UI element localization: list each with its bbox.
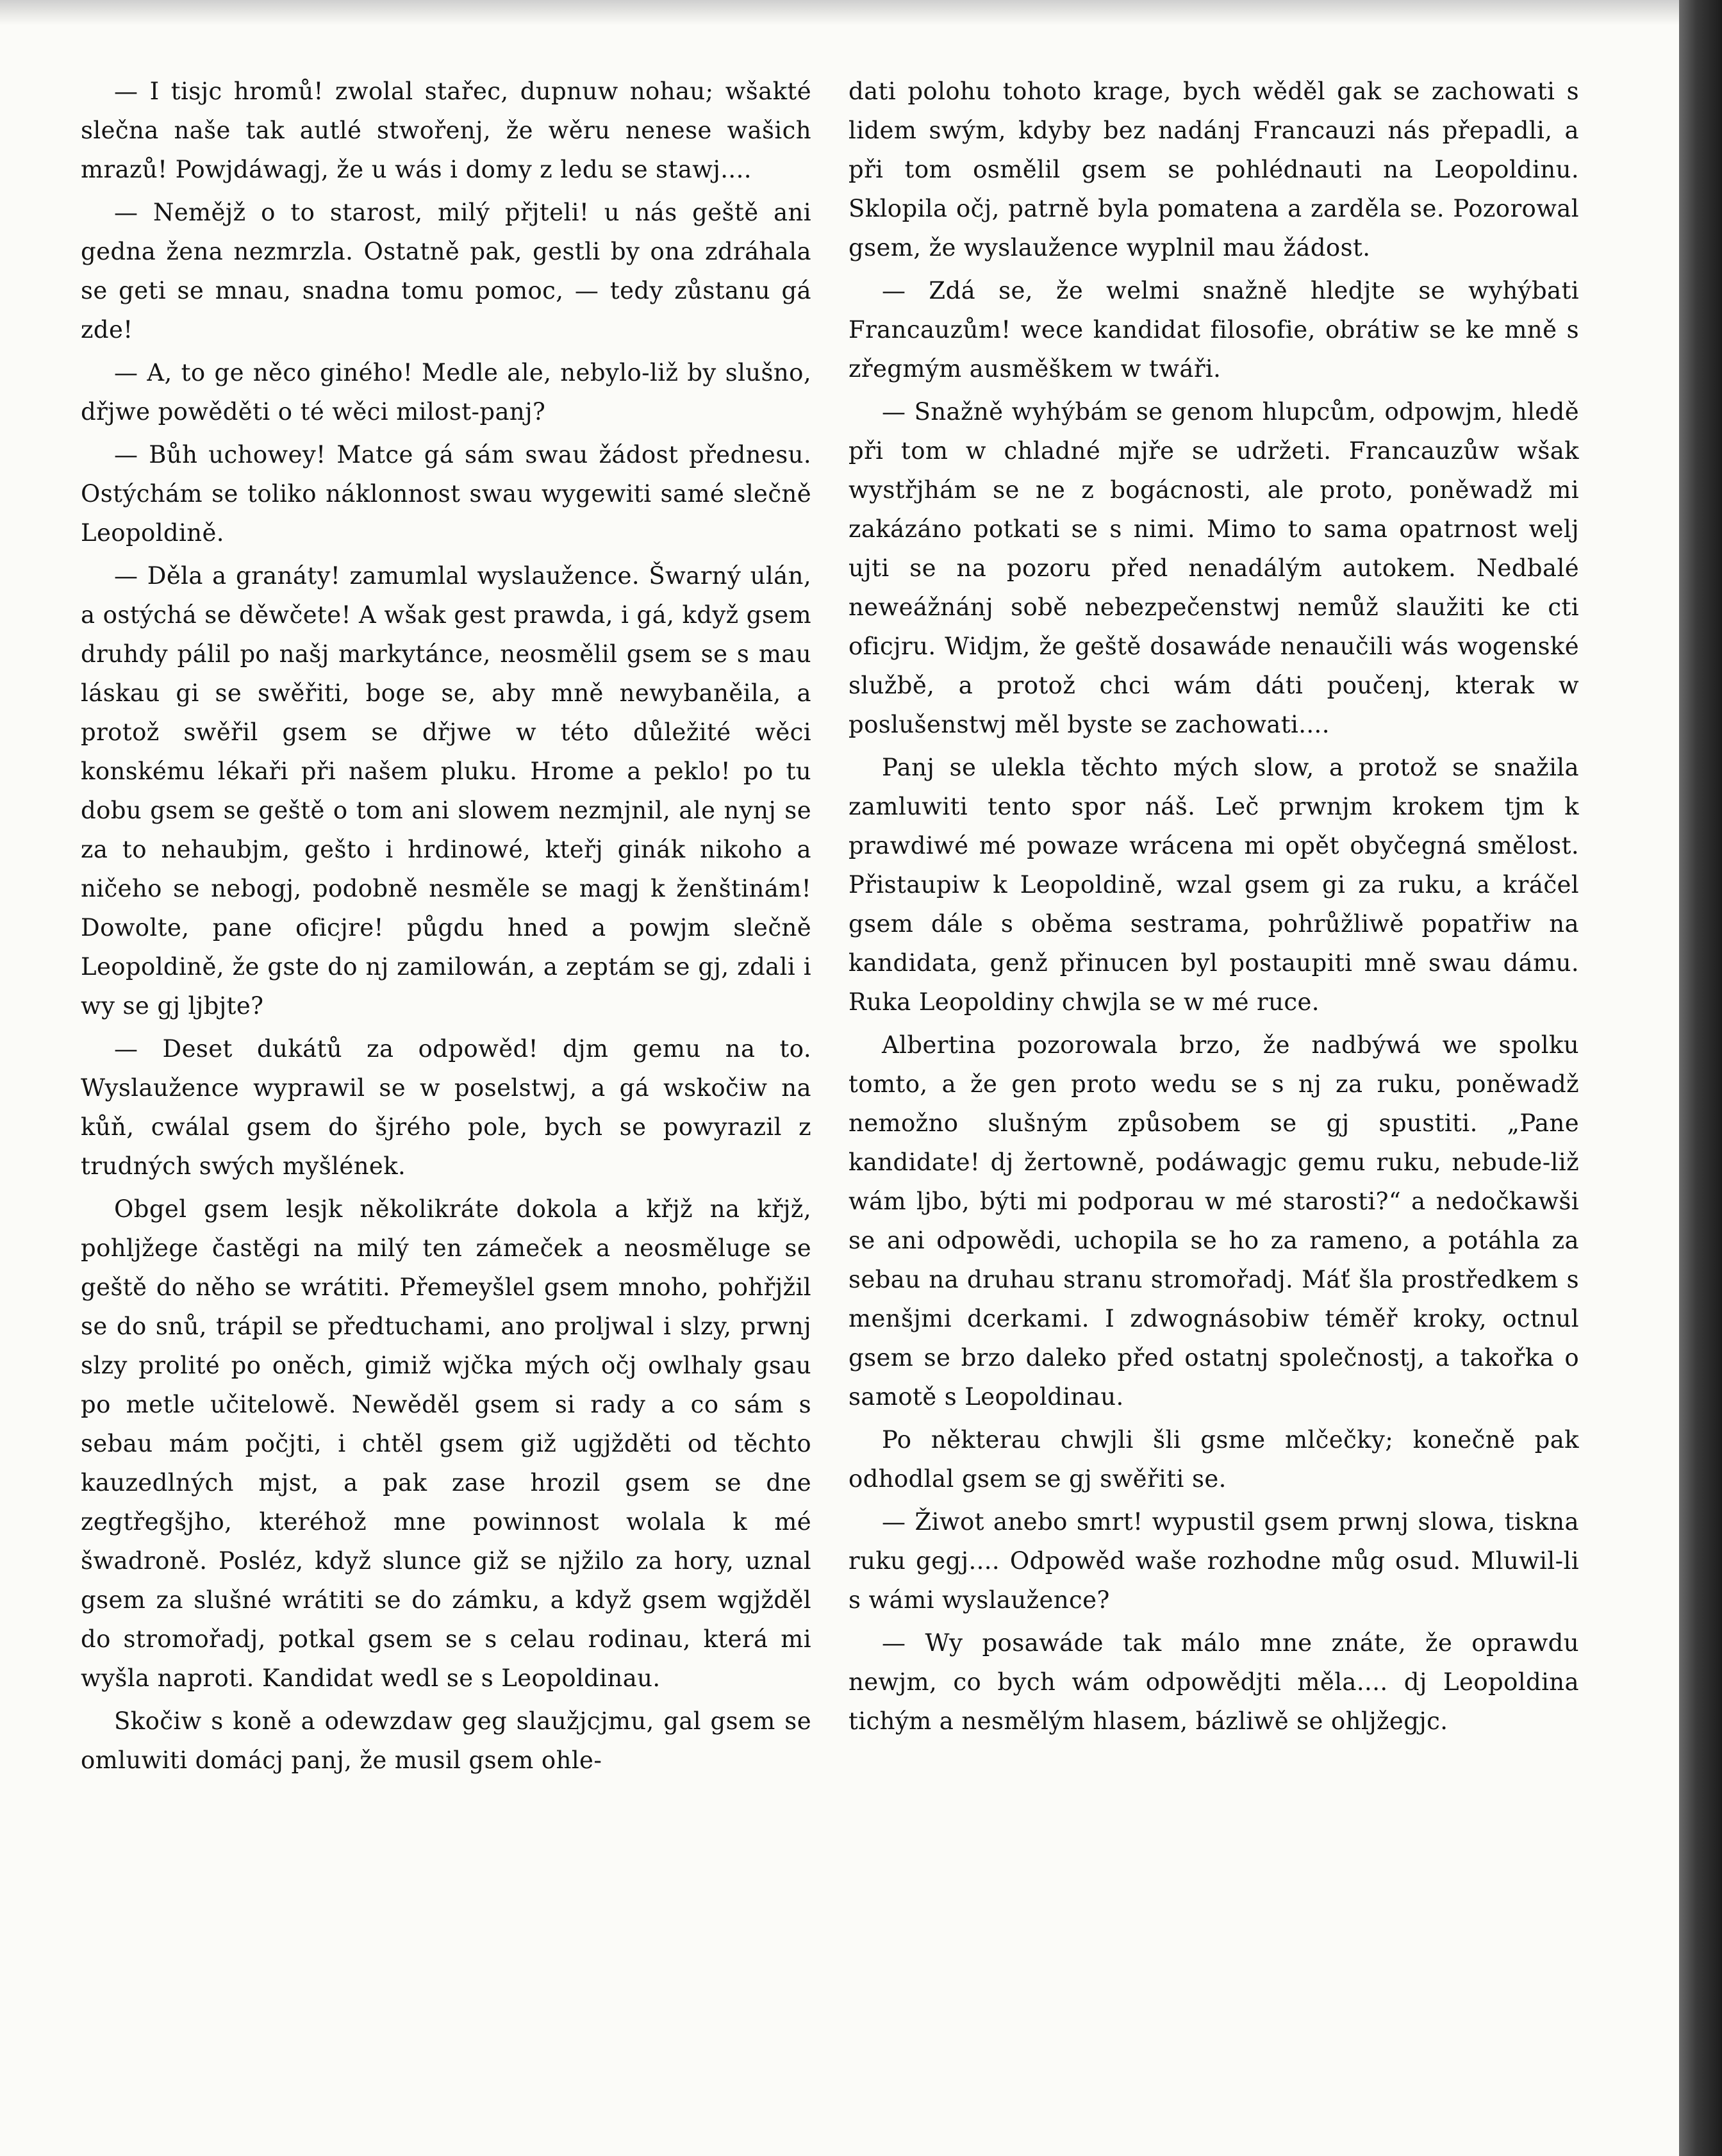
paragraph: — Wy posawáde tak málo mne znáte, že oprawdu newjm, co bych wám odpowědjti měla.... dj Leopoldina tichým a nesmělým hlasem, bázliwě se ohljžegjc.: [849, 1629, 1579, 1735]
paragraph: — Bůh uchowey! Matce gá sám swau žádost přednesu. Ostýchám se toliko náklonnost swau wygewiti samé slečně Leopoldině.: [81, 441, 811, 547]
paragraph: Panj se ulekla těchto mých slow, a protož se snažila zamluwiti tento spor náš. Leč prwnjm krokem tjm k prawdiwé mé powaze wrácena mi opět obyčegná smělost. Přistaupiw k Leopoldině, wzal gsem gi za ruku, a kráčel gsem dále s oběma sestrama, pohrůžliwě popatřiw na kandidata, genž přinucen byl postaupiti mně swau dámu. Ruka Leopoldiny chwjla se w mé ruce.: [849, 754, 1579, 1016]
paragraph: — Snažně wyhýbám se genom hlupcům, odpowjm, hledě při tom w chladné mjře se udržeti. Francauzůw wšak wystřjhám se ne z bogácnosti, ale proto, poněwadž mi zakázáno potkati se s nimi. Mimo to sama opatrnost welj ujti se na pozoru před nenadálým autokem. Nedbalé neweážnánj sobě nebezpečenstwj nemůž slaužiti ke cti oficjru. Widjm, že geště dosawáde nenaučili wás wogenské službě, a protož chci wám dáti poučenj, kterak w poslušenstwj měl byste se zachowati....: [849, 398, 1579, 738]
paragraph: — A, to ge něco giného! Medle ale, nebylo-liž by slušno, dřjwe powěděti o té wěci milost-panj?: [81, 359, 811, 426]
right-text-column: [849, 72, 1579, 1745]
paragraph: Albertina pozorowala brzo, že nadbýwá we spolku tomto, a že gen proto wedu se s nj za ruku, poněwadž nemožno slušným způsobem se gj spustiti. „Pane kandidate! dj žertowně, podáwagjc gemu ruku, nebude-liž wám ljbo, býti mi podporau w mé starosti?“ a nedočkawši se ani odpowědi, uchopila se ho za rameno, a potáhla za sebau na druhau stranu stromořadj. Máť šla prostředkem s menšjmi dcerkami. I zdwognásobiw téměř kroky, octnul gsem se brzo daleko před ostatnj společnostj, a takořka o samotě s Leopoldinau.: [849, 1031, 1579, 1411]
paragraph: Obgel gsem lesjk několikráte dokola a křjž na křjž, pohljžege častěgi na milý ten zámeček a neosměluge se geště do něho se wrátiti. Přemeyšlel gsem mnoho, pohřjžil se do snů, trápil se předtuchami, ano proljwal i slzy, prwnj slzy prolité po oněch, gimiž wjčka mých očj owlhaly gsau po metle učitelowě. Newěděl gsem si rady a co sám s sebau mám počjti, i chtěl gsem giž ugjžděti od těchto kauzedlných mjst, a pak zase hrozil gsem se dne zegtřegšjho, kteréhož mne powinnost wolala k mé šwadroně. Posléz, když slunce giž se njžilo za hory, uznal gsem za slušné wrátiti se do zámku, a když gsem wgjžděl do stromořadj, potkal gsem se s celau rodinau, která mi wyšla naproti. Kandidat wedl se s Leopoldinau.: [81, 1195, 811, 1692]
paragraph: — Žiwot anebo smrt! wypustil gsem prwnj slowa, tiskna ruku gegj.... Odpowěd waše rozhodne můg osud. Mluwil-li s wámi wyslaužence?: [849, 1508, 1579, 1614]
left-text-column: [81, 72, 811, 1784]
paragraph: Skočiw s koně a odewzdaw geg slaužjcjmu, gal gsem se omluwiti domácj panj, že musil gsem ohle-: [81, 1707, 811, 1774]
paragraph: — Nemějž o to starost, milý přjteli! u nás geště ani gedna žena nezmrzla. Ostatně pak, gestli by ona zdráhala se geti se mnau, snadna tomu pomoc, — tedy zůstanu gá zde!: [81, 199, 811, 344]
paragraph: — Děla a granáty! zamumlal wyslaužence. Šwarný ulán, a ostýchá se děwčete! A wšak gest prawda, i gá, když gsem druhdy pálil po našj markytánce, neosmělil gsem se s mau láskau gi se swěřiti, boge se, aby mně newybaněila, a protož swěřil gsem se dřjwe w této důležité wěci konskému lékaři při našem pluku. Hrome a peklo! po tu dobu gsem se geště o tom ani slowem nezmjnil, ale nynj se za to nehaubjm, gešto i hrdinowé, kteřj ginák nikoho a ničeho se nebogj, podobně nesměle se magj k ženštinám! Dowolte, pane oficjre! půgdu hned a powjm slečně Leopoldině, že gste do nj zamilowán, a zeptám se gj, zdali i wy se gj ljbjte?: [81, 562, 811, 1020]
paragraph: Po některau chwjli šli gsme mlčečky; konečně pak odhodlal gsem se gj swěřiti se.: [849, 1426, 1579, 1493]
paragraph: — Zdá se, že welmi snažně hledjte se wyhýbati Francauzům! wece kandidat filosofie, obrátiw se ke mně s zřegmým ausměškem w twáři.: [849, 277, 1579, 383]
page-edge-shadow: [1679, 0, 1722, 2156]
paragraph-continuation: dati polohu tohoto krage, bych wěděl gak se zachowati s lidem swým, kdyby bez nadánj Francauzi nás přepadli, a při tom osmělil gsem se pohlédnauti na Leopoldinu. Sklopila očj, patrně byla pomatena a zarděla se. Pozorowal gsem, že wyslaužence wyplnil mau žádost.: [849, 78, 1579, 261]
page-top-shadow: [0, 0, 1679, 26]
paragraph: — Deset dukátů za odpowěd! djm gemu na to. Wyslaužence wyprawil se w poselstwj, a gá wskočiw na kůň, cwálal gsem do šjrého pole, bych se powyrazil z trudných swých myšlének.: [81, 1035, 811, 1180]
paragraph: — I tisjc hromů! zwolal stařec, dupnuw nohau; wšakté slečna naše tak autlé stwořenj, že wěru nenese wašich mrazů! Powjdáwagj, že u wás i domy z ledu se stawj....: [81, 78, 811, 183]
